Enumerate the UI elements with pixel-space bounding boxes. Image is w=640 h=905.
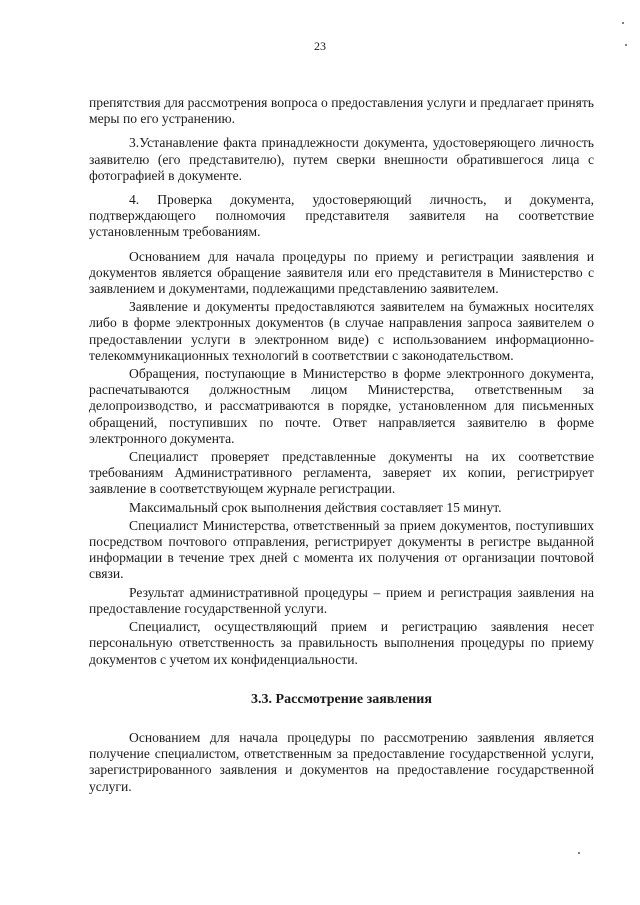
- paragraph-submission-form: Заявление и документы предоставляются заявителем на бумажных носителях либо в форме электронных документов (в случае направления запроса заявителем о предоставлении услуги в электронном виде) с использованием информационно-телекоммуникационных технологий в соответствии с законодательством.: [89, 299, 594, 363]
- scan-speck: [625, 44, 627, 46]
- paragraph-postal-registration: Специалист Министерства, ответственный за прием документов, поступивших посредством почтового отправления, регистрирует документы в регистре выданной информации в течение трех дней с момента их получения от организации почтовой связи.: [89, 517, 594, 582]
- paragraph-grounds-review: Основанием для начала процедуры по рассмотрению заявления является получение специалистом, ответственным за предоставление государственной услуги, зарегистрированного заявления и документов на предоставление государственной услуги.: [89, 729, 594, 794]
- page-number: 23: [314, 39, 326, 53]
- paragraph-responsibility: Специалист, осуществляющий прием и регистрацию заявления несет персональную ответственность за правильность выполнения процедуры по приему документов с учетом их конфиденциальности.: [89, 619, 594, 667]
- paragraph-continuation: препятствия для рассмотрения вопроса о предоставления услуги и предлагает принять меры по его устранению.: [89, 95, 594, 127]
- paragraph-item-3: 3.Устанавление факта принадлежности документа, удостоверяющего личность заявителю (его представителю), путем сверки внешности обратившегося лица с фотографией в документе.: [89, 135, 594, 183]
- paragraph-electronic-requests: Обращения, поступающие в Министерство в форме электронного документа, распечатываются должностным лицом Министерства, ответственным за делопроизводство, и рассматриваются в порядке, установленном для письменных обращений, поступивших по почте. Ответ направляется заявителю в форме электронного документа.: [89, 366, 594, 446]
- paragraph-grounds-reception: Основанием для начала процедуры по приему и регистрации заявления и документов является обращение заявителя или его представителя в Министерство с заявлением и документами, подлежащими представлению заявителем.: [89, 248, 594, 297]
- scan-speck: [578, 852, 580, 854]
- paragraph-max-duration: Максимальный срок выполнения действия составляет 15 минут.: [129, 499, 502, 515]
- paragraph-specialist-check: Специалист проверяет представленные документы на их соответствие требованиям Административного регламента, заверяет их копии, регистрирует заявление в соответствующем журнале регистрации.: [89, 449, 594, 497]
- section-heading: 3.3. Рассмотрение заявления: [251, 691, 432, 707]
- paragraph-procedure-result: Результат административной процедуры – прием и регистрация заявления на предоставление государственной услуги.: [89, 584, 594, 616]
- document-body: [89, 95, 594, 795]
- scan-speck: [622, 22, 624, 24]
- paragraph-item-4: 4. Проверка документа, удостоверяющий личность, и документа, подтверждающего полномочия представителя заявителя на соответствие установленным требованиям.: [89, 192, 594, 240]
